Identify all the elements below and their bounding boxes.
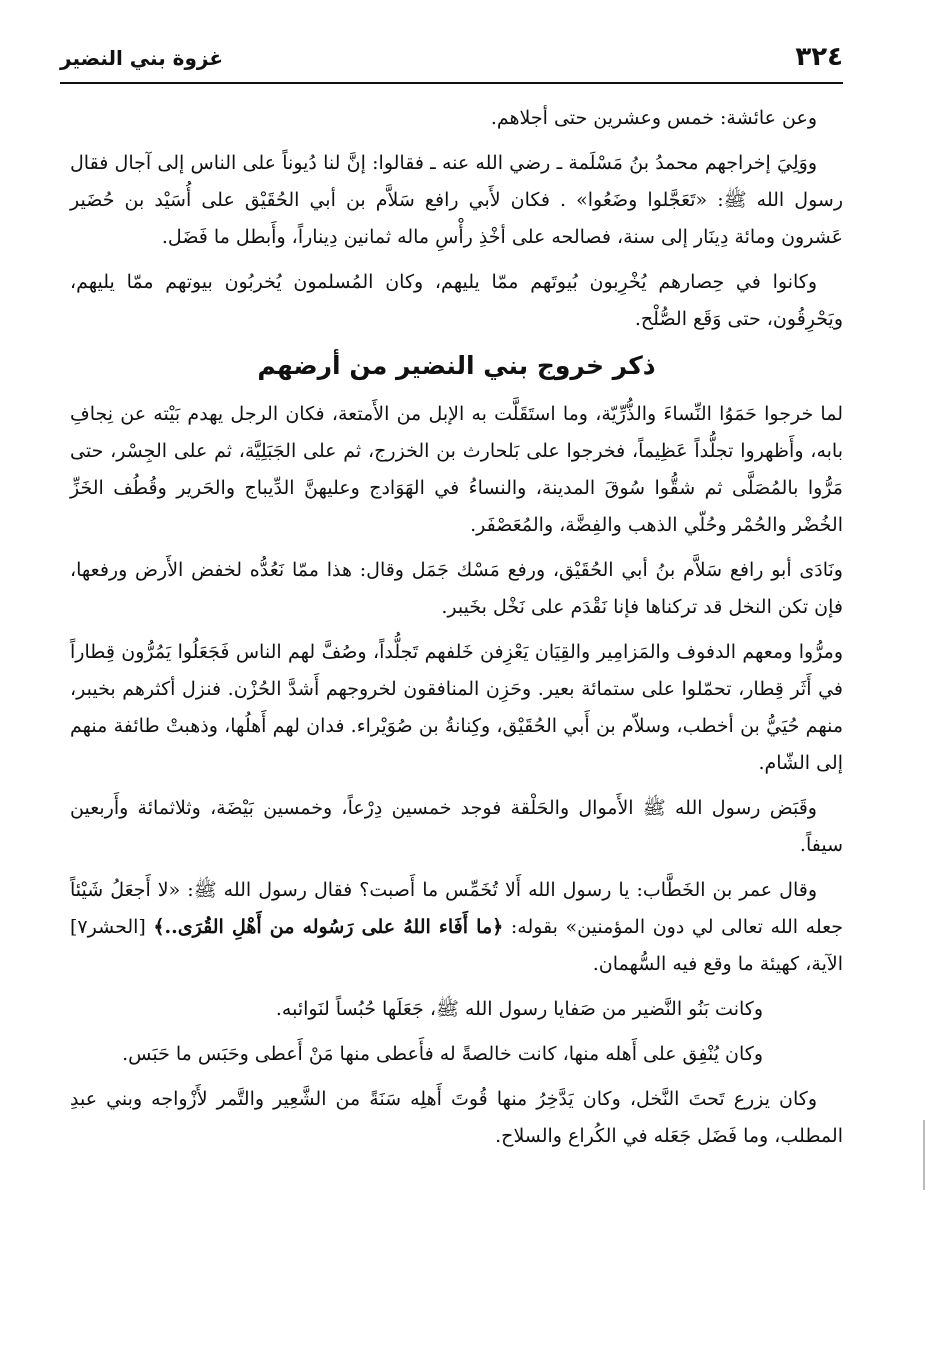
chapter-title: غزوة بني النضير <box>60 46 224 70</box>
paragraph-siege: وكانوا في حِصارهم يُخْرِبون بُيوتَهم ممّا يليهم، وكان المُسلمون يُخربُون بيوتهم ممّا يليهم، ويَحْرِقُون، حتى وَقَع الصُّلْح. <box>70 271 843 330</box>
quran-verse: ﴿ما أَفَاء اللهُ على رَسُوله من أَهْلِ القُرَى..﴾ <box>153 916 504 938</box>
section-heading: ذكر خروج بني النضير من أرضهم <box>257 351 656 380</box>
paragraph-spending: وكان يُنْفِق على أَهله منها، كانت خالصةً له فأَعطى منها مَنْ أَعطى وحَبَس ما حَبَس. <box>122 1043 763 1065</box>
margin-mark <box>923 1120 925 1190</box>
running-head <box>60 38 843 84</box>
paragraph-departure: لما خرجوا حَمَوُا النِّساءَ والذُّرِّيّة، وما استَقَلَّت به الإبل من الأَمتعة، فكان الرجل يهدم بَيْته عن نِجافِ بابه، وأَظهروا تجلُّداً عَظِيماً، فخرجوا على بَلحارث بن الخزرج، ثم على الجَبَلِيَّة، ثم على الجِسْر، حتى مَرُّوا بالمُصَلَّى ثم شقُّوا سُوقَ المدينة، والنساءُ في الهَوَادج وعليهنَّ الدِّيباج والحَرير وقُطُف الخَزِّ الخُضْر والحُمْر وحُلّي الذهب والفِضَّة، والمُعَصْفَر. <box>70 403 843 536</box>
paragraph-abu-rafi: ونَادَى أبو رافع سَلاَّم بنُ أبي الحُقَيْق، ورفع مَسْك جَمَل وقال: هذا ممّا نَعُدُّه لخفض الأَرض ورفعها، فإن تكن النخل قد تركناها فإنا نَقْدَم على نَخْل بخَيبر. <box>70 559 843 618</box>
paragraph-aisha: وعن عائشة: خمس وعشرين حتى أجلاهم. <box>490 107 817 129</box>
page-number: ٣٢٤ <box>795 42 843 72</box>
umar-text-part-1: وقال عمر بن الخَطَّاب: يا رسول الله أَلا تُخَمِّس ما أَصبت؟ فقال رسول الله ﷺ: «لا أَجعَلُ شَيْئاً جعله الله تعالى لي دون المؤمنين» بقوله: <box>70 879 844 938</box>
paragraph-procession: ومرُّوا ومعهم الدفوف والمَزامِير والقِيَان يَعْزِفن خَلفهم تَجلُّداً، وصُفَّ لهم الناس فَجَعَلُوا يَمُرُّون قِطاراً في أَثَر قِطار، تحمّلوا على ستمائة بعير. وحَزِن المنافقون لخروجهم أَشدَّ الحُزْن. فنزل أكثرهم بخيبر، منهم حُيَيُّ بن أخطب، وسلاّم بن أَبي الحُقَيْق، وكِنانةُ بن صُوَيْراء. فدان لهم أَهلُها، وذهبتْ طائفة منهم إلى الشّام. <box>70 641 843 774</box>
umar-text-part-2: [الحشر٧] الآية، كهيئة ما وقع فيه السُّهمان. <box>70 916 843 975</box>
paragraph-spoils: وقَبَض رسول الله ﷺ الأَموال والحَلْقة فوجد خمسين دِرْعاً، وخمسين بَيْضَة، وثلاثمائة وأَربعين سيفاً. <box>70 797 843 856</box>
page-body <box>70 100 843 1163</box>
paragraph-expulsion-debts: ووَلِيَ إخراجهم محمدُ بنُ مَسْلَمة ـ رضي الله عنه ـ فقالوا: إنَّ لنا دُيوناً على الناس إلى آجال فقال رسول الله ﷺ: «تَعَجَّلوا وضَعُوا» . فكان لأَبي رافع سَلاَّم بن أبي الحُقَيْق على أُسَيْد بن حُضَير عَشرون ومائة دِينَار إلى سنة، فصالحه على أخْذِ رأْسِ ماله ثمانين دِيناراً، وأَبطل ما فَضَل. <box>70 152 843 248</box>
paragraph-safaya: وكانت بَنُو النَّضير من صَفايا رسول الله ﷺ، جَعَلَها حُبُساً لنَوائبه. <box>275 998 763 1020</box>
paragraph-farming: وكان يزرع تَحتَ النَّخل، وكان يَدَّخِرُ منها قُوتَ أَهلِه سَنَةً من الشَّعِير والتَّمر لأَزْواجه وبني عبدِ المطلب، وما فَضَل جَعَله في الكُراع والسلاح. <box>70 1088 843 1147</box>
paragraph-umar <box>70 872 843 983</box>
